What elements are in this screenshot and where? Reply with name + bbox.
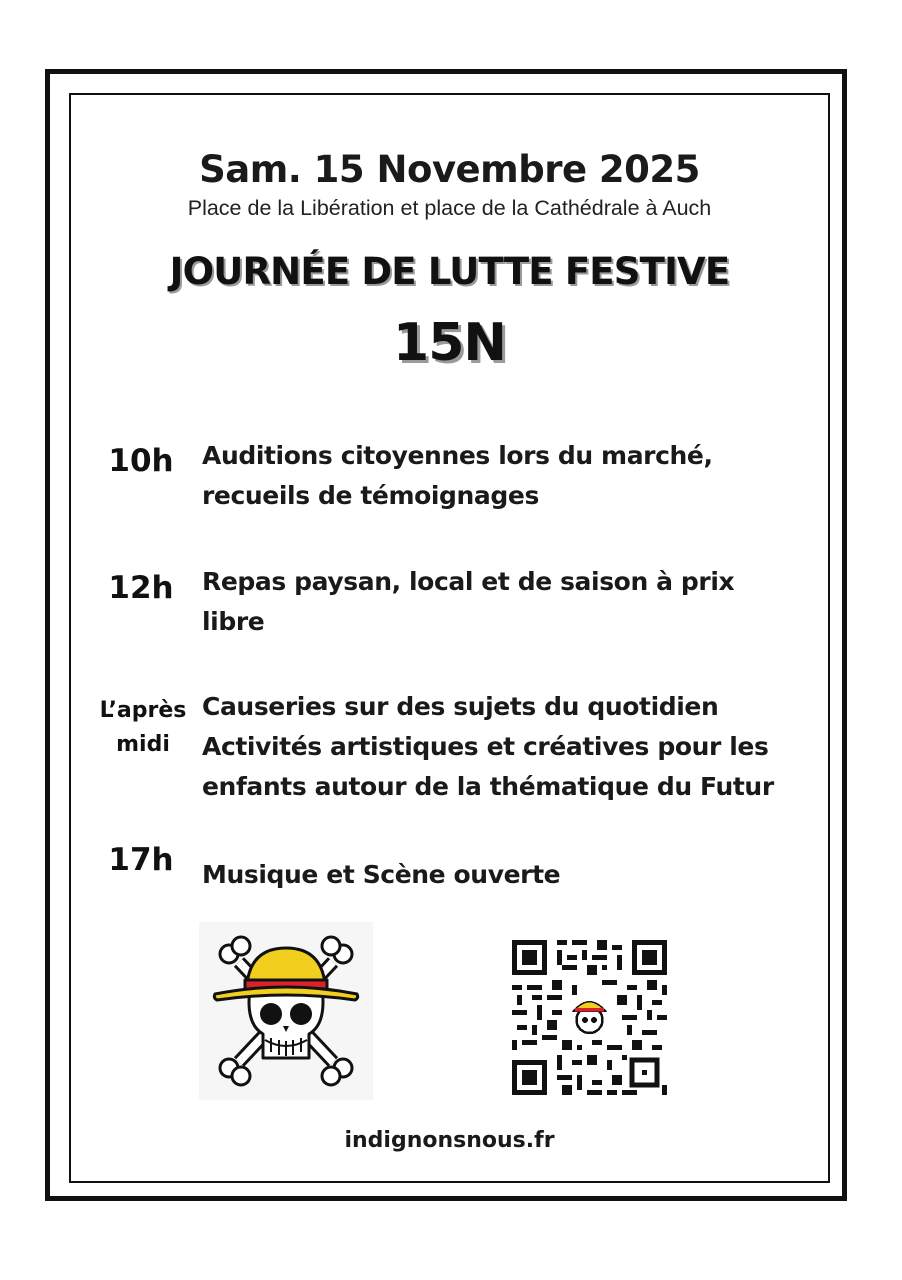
schedule-time: 12h xyxy=(108,570,174,606)
schedule-line: Auditions citoyennes lors du marché, xyxy=(202,441,713,470)
footer-url: indignonsnous.fr xyxy=(344,1128,555,1153)
schedule-description xyxy=(202,687,812,807)
schedule-line: libre xyxy=(202,607,265,636)
schedule-time-line: L’après xyxy=(99,698,187,723)
schedule-time: 17h xyxy=(108,842,174,878)
schedule-line: Musique et Scène ouverte xyxy=(202,860,561,889)
event-place: Place de la Libération et place de la Cathédrale à Auch xyxy=(187,196,712,220)
schedule-time xyxy=(78,694,208,762)
schedule-line: recueils de témoignages xyxy=(202,481,539,510)
schedule-line: Causeries sur des sujets du quotidien xyxy=(202,692,719,721)
schedule-time-line: midi xyxy=(116,732,170,757)
schedule-line: Activités artistiques et créatives pour les xyxy=(202,732,769,761)
schedule-description xyxy=(202,562,812,642)
schedule-description xyxy=(202,855,812,895)
qr-code-icon xyxy=(507,935,672,1100)
event-headline: JOURNÉE DE LUTTE FESTIVE xyxy=(169,250,730,293)
event-code: 15N xyxy=(393,313,506,373)
schedule-time: 10h xyxy=(108,443,174,479)
schedule-line: Repas paysan, local et de saison à prix xyxy=(202,567,735,596)
event-date: Sam. 15 Novembre 2025 xyxy=(199,148,700,191)
straw-hat-jolly-roger-icon xyxy=(199,922,373,1100)
schedule-line: enfants autour de la thématique du Futur xyxy=(202,772,774,801)
schedule-description xyxy=(202,436,812,516)
